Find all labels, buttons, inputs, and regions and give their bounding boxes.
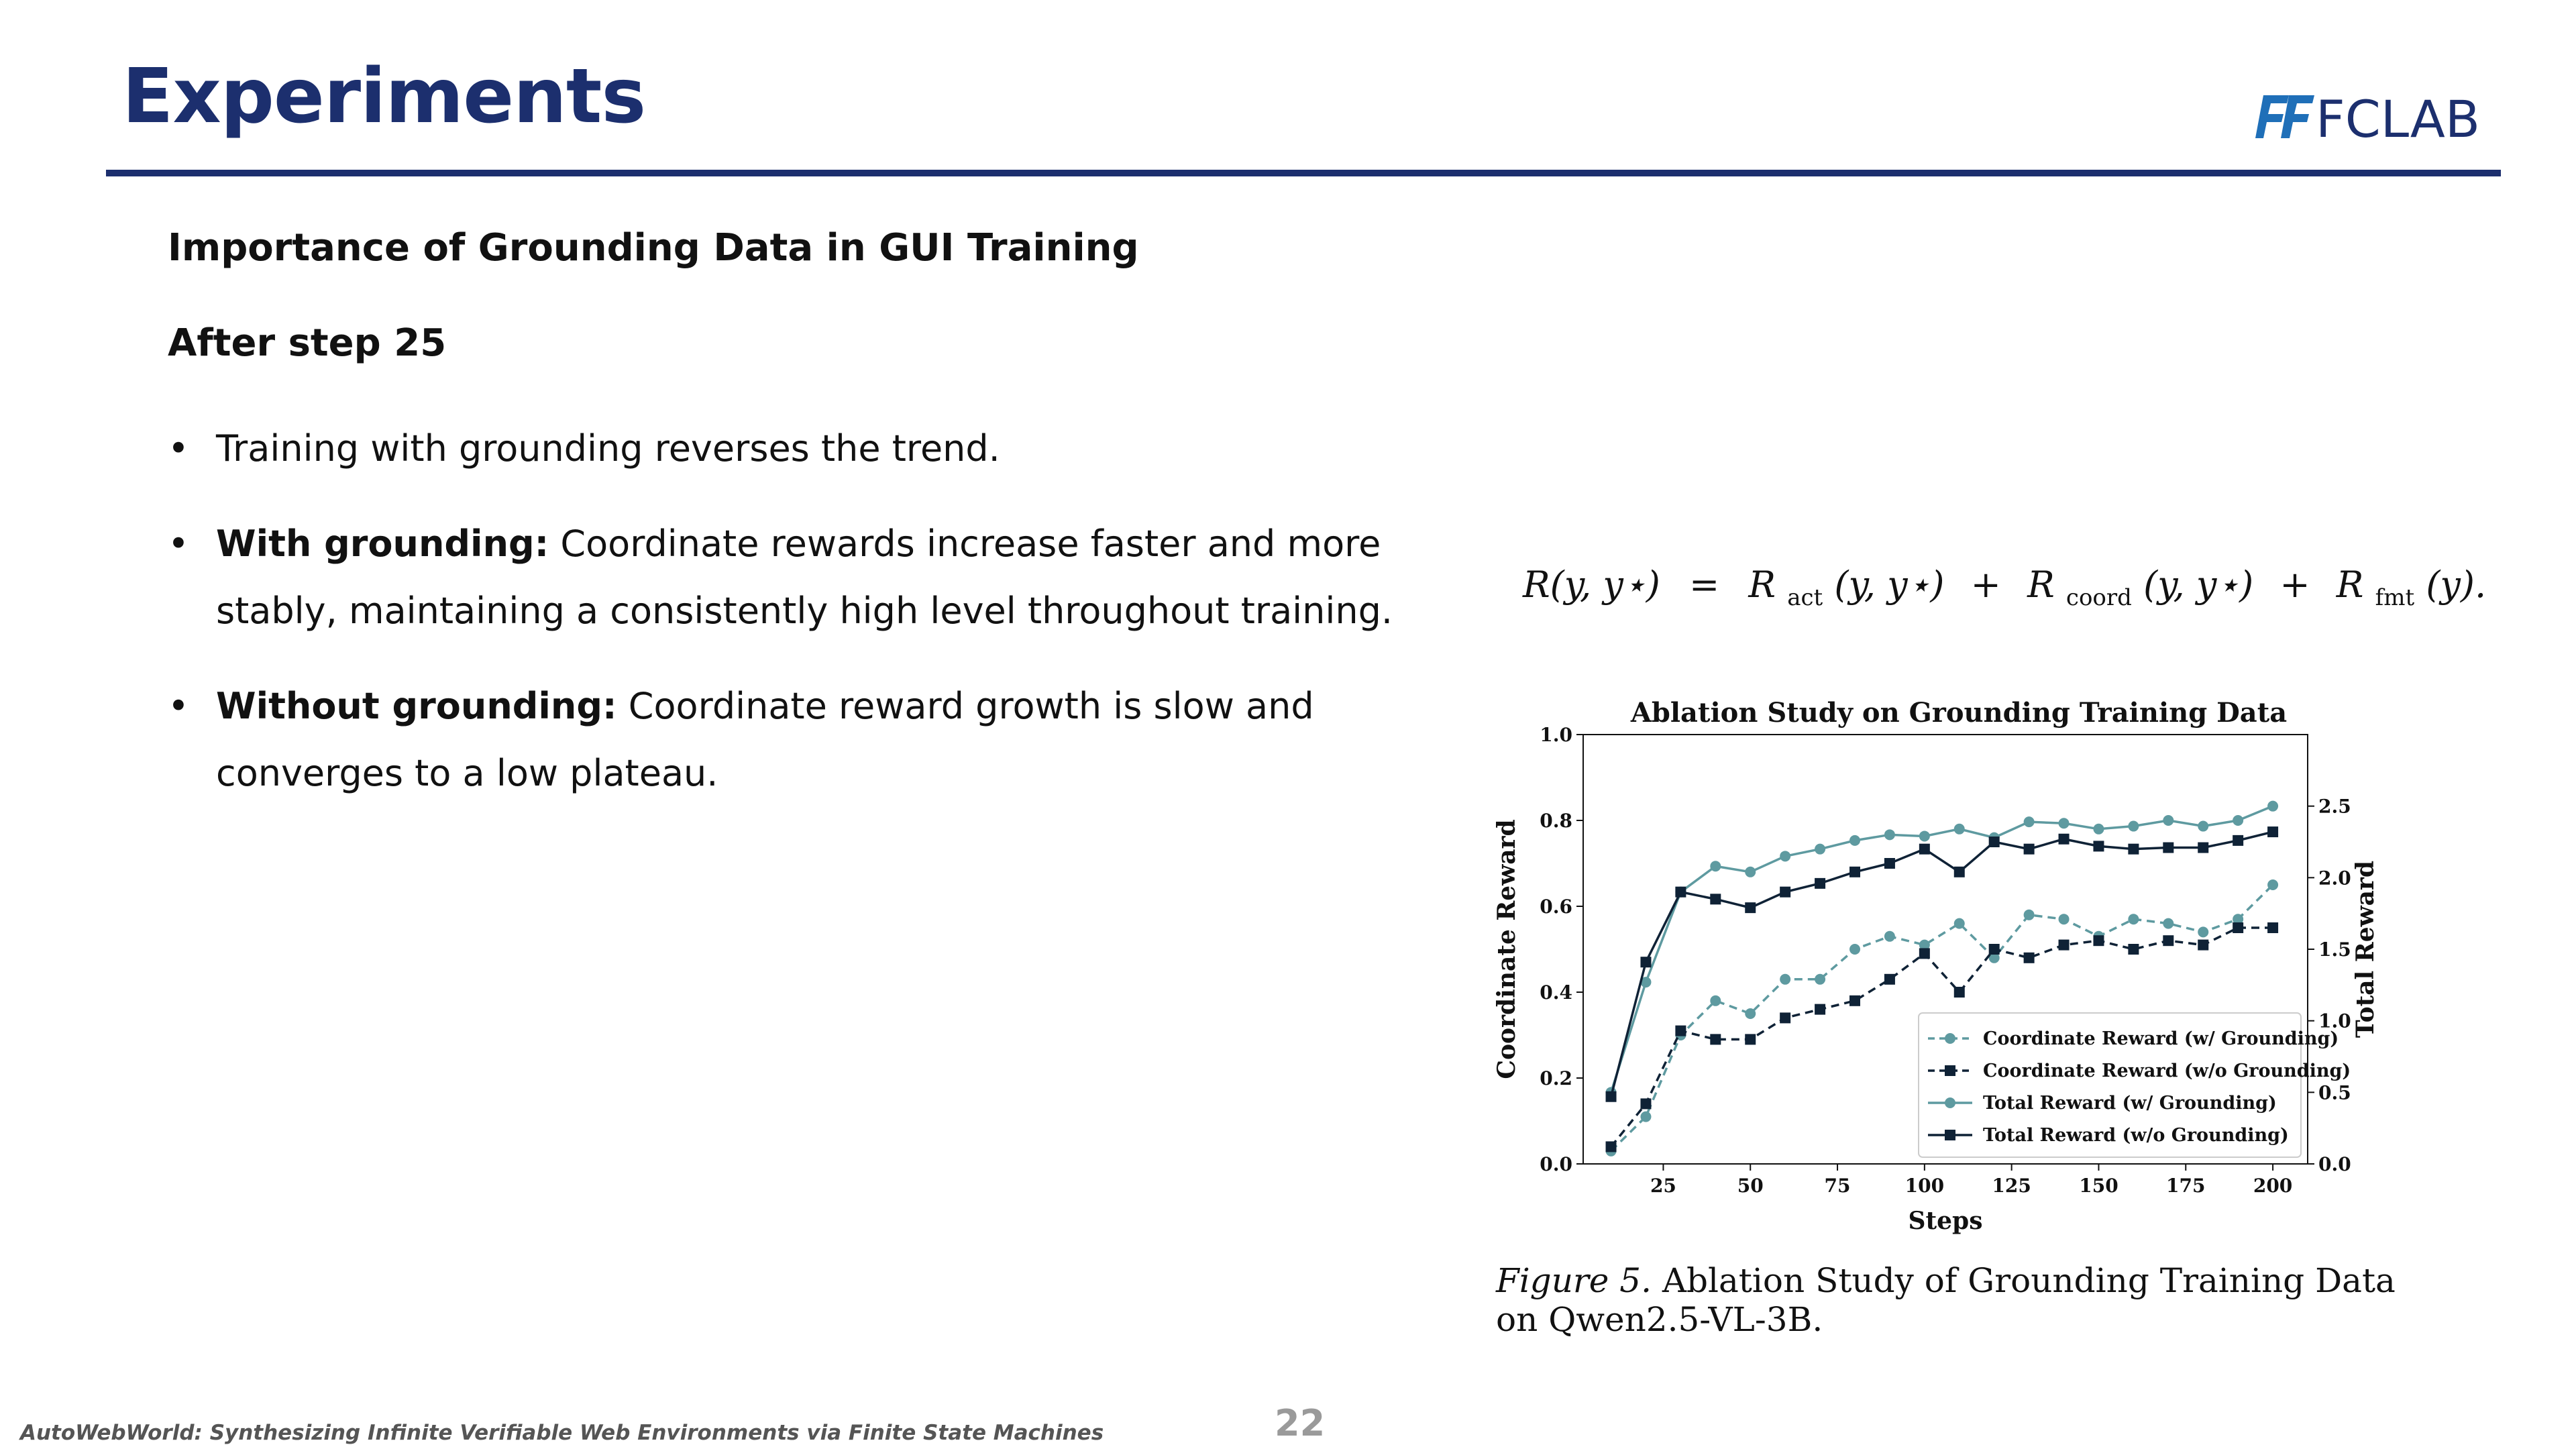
data-point-marker: [2198, 926, 2208, 937]
equation-plus: +: [1970, 564, 2001, 606]
data-point-marker: [1745, 902, 1756, 913]
data-point-marker: [1780, 1012, 1790, 1023]
data-point-marker: [1954, 867, 1965, 877]
data-point-marker: [1710, 861, 1721, 871]
slide-content: [168, 225, 1442, 835]
data-point-marker: [2128, 844, 2139, 855]
data-point-marker: [1919, 948, 1930, 959]
ablation-chart: [1489, 684, 2442, 1254]
data-point-marker: [1815, 844, 1825, 855]
logo-text: FCLAB: [2316, 89, 2480, 149]
data-point-marker: [1640, 1112, 1651, 1122]
y-right-tick-label: 2.0: [2318, 867, 2351, 890]
data-point-marker: [1849, 867, 1860, 877]
data-point-marker: [1780, 851, 1790, 861]
data-point-marker: [2059, 914, 2070, 924]
y-tick-label: 0.4: [1540, 981, 1572, 1004]
legend-marker: [1945, 1097, 1955, 1108]
data-point-marker: [1884, 974, 1895, 985]
legend-label: Total Reward (w/o Grounding): [1983, 1125, 2289, 1146]
x-tick-label: 150: [2079, 1175, 2118, 1197]
data-point-marker: [1745, 867, 1756, 877]
data-point-marker: [2267, 826, 2278, 837]
data-point-marker: [2093, 935, 2104, 946]
equation-sub-fmt: fmt: [2375, 584, 2415, 611]
data-point-marker: [1954, 987, 1965, 998]
reward-equation: [1523, 550, 2487, 631]
bullet-item: [168, 673, 1442, 807]
data-point-marker: [2163, 843, 2174, 853]
chart-title: Ablation Study on Grounding Training Data: [1630, 697, 2288, 729]
title-underline: [106, 170, 2501, 176]
figure-caption: [1496, 1261, 2435, 1339]
legend-label: Coordinate Reward (w/ Grounding): [1983, 1028, 2339, 1049]
data-point-marker: [1954, 918, 1965, 929]
x-tick-label: 125: [1992, 1175, 2031, 1197]
data-point-marker: [2059, 834, 2070, 845]
data-point-marker: [1745, 1034, 1756, 1044]
logo-mark-icon: [2255, 95, 2314, 138]
data-point-marker: [2267, 879, 2278, 890]
data-point-marker: [2233, 922, 2243, 933]
data-point-marker: [2163, 815, 2174, 826]
data-point-marker: [1884, 858, 1895, 869]
bullet-list: [168, 415, 1442, 807]
legend-label: Coordinate Reward (w/o Grounding): [1983, 1061, 2351, 1081]
data-point-marker: [2267, 922, 2278, 933]
section-heading: Importance of Grounding Data in GUI Training: [168, 226, 1139, 270]
data-point-marker: [2128, 944, 2139, 955]
y-tick-label: 0.8: [1540, 810, 1572, 832]
fclab-logo: [2249, 86, 2504, 149]
data-point-marker: [2093, 841, 2104, 851]
bullet-text: Training with grounding reverses the trend.: [216, 427, 1000, 470]
equation-args: (y).: [2426, 564, 2487, 606]
equation-term-r: R: [2336, 564, 2364, 606]
bullet-text: Coordinate reward growth is slow and converges to a low plateau.: [216, 685, 1314, 794]
y-right-tick-label: 1.0: [2318, 1010, 2351, 1032]
caption-text: Ablation Study of Grounding Training Data on Qwen2.5-VL-3B.: [1496, 1261, 2396, 1339]
data-point-marker: [1710, 1034, 1721, 1044]
data-point-marker: [2128, 914, 2139, 924]
data-point-marker: [2059, 940, 2070, 951]
equation-args: (y, y⋆): [1834, 564, 1945, 606]
equation-term-r: R: [2027, 564, 2055, 606]
data-point-marker: [2233, 835, 2243, 846]
data-point-marker: [2024, 910, 2035, 920]
data-point-marker: [2024, 844, 2035, 855]
data-point-marker: [1919, 830, 1930, 841]
data-point-marker: [2198, 821, 2208, 832]
data-point-marker: [1780, 887, 1790, 898]
y-right-tick-label: 0.0: [2318, 1153, 2351, 1175]
y-right-tick-label: 1.5: [2318, 938, 2351, 961]
legend-marker: [1945, 1033, 1955, 1044]
data-point-marker: [2163, 918, 2174, 929]
footer-paper-title: AutoWebWorld: Synthesizing Infinite Verifiable Web Environments via Finite State Machines: [20, 1421, 1104, 1445]
bullet-bold: Without grounding:: [216, 685, 617, 727]
bullet-dot-icon: •: [168, 523, 189, 565]
equation-lhs: R(y, y⋆): [1523, 564, 1660, 606]
equation-args: (y, y⋆): [2143, 564, 2254, 606]
data-point-marker: [1640, 957, 1651, 967]
data-point-marker: [1675, 1026, 1686, 1036]
x-axis-label: Steps: [1908, 1207, 1983, 1235]
y-axis-label: Coordinate Reward: [1493, 819, 1521, 1079]
data-point-marker: [1710, 996, 1721, 1006]
data-point-marker: [2059, 818, 2070, 828]
data-point-marker: [2198, 940, 2208, 951]
legend-marker: [1945, 1130, 1955, 1140]
data-point-marker: [1606, 1141, 1617, 1152]
legend-marker: [1945, 1065, 1955, 1076]
data-point-marker: [1710, 894, 1721, 904]
x-tick-label: 75: [1824, 1175, 1851, 1197]
bullet-text: Coordinate rewards increase faster and more stably, maintaining a consistently high level throughout training.: [216, 523, 1393, 632]
svg-text:R(y, y⋆) = R act: [1522, 564, 2486, 614]
legend-label: Total Reward (w/ Grounding): [1983, 1093, 2277, 1114]
y-tick-label: 0.0: [1540, 1153, 1572, 1175]
data-point-marker: [1919, 844, 1930, 855]
y-right-tick-label: 2.5: [2318, 795, 2351, 818]
caption-label: Figure 5.: [1496, 1261, 1652, 1300]
data-point-marker: [1815, 878, 1825, 889]
data-point-marker: [1884, 829, 1895, 840]
chart-legend: [1919, 1013, 2351, 1157]
data-point-marker: [1849, 996, 1860, 1006]
bullet-item: [168, 415, 1442, 482]
slide-title: Experiments: [122, 53, 646, 140]
x-tick-label: 100: [1904, 1175, 1945, 1197]
data-point-marker: [1780, 974, 1790, 985]
equation-term-r: R: [1748, 564, 1776, 606]
data-point-marker: [1989, 944, 2000, 955]
equation-sub-coord: coord: [2065, 584, 2132, 611]
data-point-marker: [1815, 974, 1825, 985]
data-point-marker: [1675, 887, 1686, 898]
data-point-marker: [1745, 1008, 1756, 1019]
data-point-marker: [2128, 821, 2139, 832]
y-tick-label: 1.0: [1540, 724, 1572, 746]
equation-plus: +: [2279, 564, 2310, 606]
data-point-marker: [2024, 816, 2035, 827]
subsection-heading: After step 25: [168, 321, 447, 365]
equation-sub-act: act: [1787, 584, 1823, 611]
data-point-marker: [1606, 1091, 1617, 1102]
x-tick-label: 200: [2253, 1175, 2293, 1197]
bullet-dot-icon: •: [168, 427, 189, 470]
page-number: 22: [1275, 1402, 1326, 1444]
data-point-marker: [1640, 1098, 1651, 1109]
equation-equals: =: [1688, 564, 1720, 606]
x-tick-label: 50: [1737, 1175, 1764, 1197]
bullet-dot-icon: •: [168, 685, 189, 727]
data-point-marker: [2233, 815, 2243, 826]
data-point-marker: [2267, 801, 2278, 812]
data-point-marker: [1884, 931, 1895, 942]
x-tick-label: 25: [1650, 1175, 1676, 1197]
data-point-marker: [2024, 953, 2035, 963]
y-axis-right-label: Total Reward: [2351, 860, 2379, 1038]
x-tick-label: 175: [2166, 1175, 2206, 1197]
data-point-marker: [1989, 837, 2000, 847]
y-tick-label: 0.6: [1540, 896, 1572, 918]
data-point-marker: [1954, 824, 1965, 835]
data-point-marker: [2093, 824, 2104, 835]
data-point-marker: [2198, 843, 2208, 853]
bullet-bold: With grounding:: [216, 523, 549, 565]
data-point-marker: [1849, 944, 1860, 955]
y-right-tick-label: 0.5: [2318, 1081, 2351, 1104]
bullet-item: [168, 511, 1442, 645]
data-point-marker: [2163, 935, 2174, 946]
data-point-marker: [1815, 1004, 1825, 1015]
data-point-marker: [1849, 835, 1860, 846]
y-tick-label: 0.2: [1540, 1067, 1572, 1089]
